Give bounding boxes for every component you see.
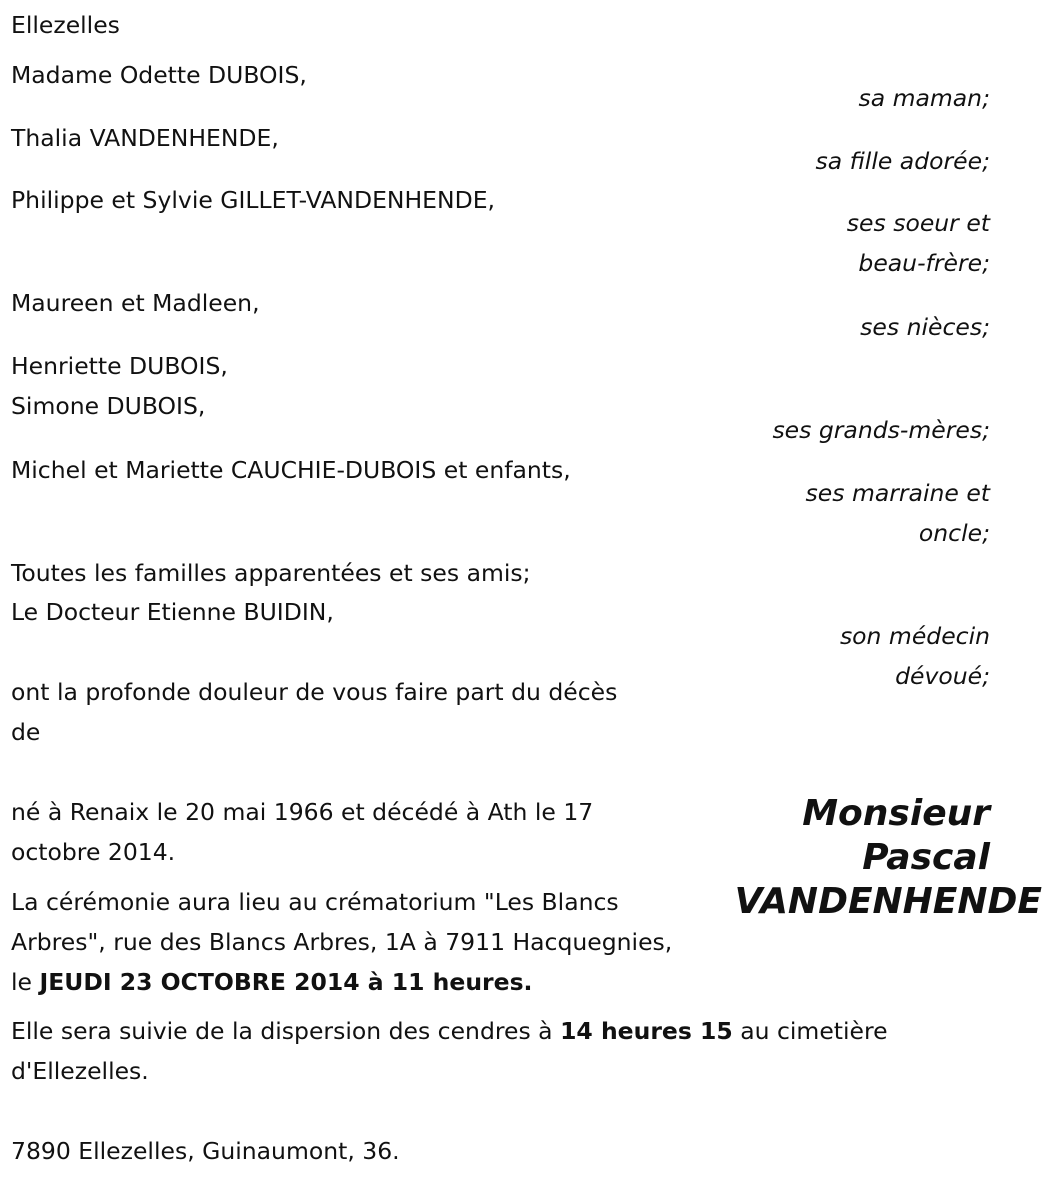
family-member-name: Thalia VANDENHENDE, bbox=[11, 124, 279, 152]
birth-text: octobre 2014. bbox=[11, 838, 176, 866]
family-member-relation: ses marraine et bbox=[805, 479, 990, 507]
dispersion-time: 14 heures 15 bbox=[560, 1017, 733, 1045]
family-member-name: Michel et Mariette CAUCHIE-DUBOIS et enfants, bbox=[11, 456, 571, 484]
dispersion-text: d'Ellezelles. bbox=[11, 1057, 149, 1085]
family-member-name: Henriette DUBOIS, bbox=[11, 352, 228, 380]
birth-text: né à Renaix le 20 mai 1966 et décédé à Ath le 17 bbox=[11, 798, 594, 826]
family-member-name: Simone DUBOIS, bbox=[11, 392, 206, 420]
announcement-text: de bbox=[11, 718, 41, 746]
ceremony-text: Arbres", rue des Blancs Arbres, 1A à 7911 Hacquegnies, bbox=[11, 928, 673, 956]
deceased-first-name: Pascal bbox=[862, 837, 990, 878]
town-heading: Ellezelles bbox=[11, 11, 120, 39]
dispersion-prefix: Elle sera suivie de la dispersion des cendres à bbox=[11, 1017, 561, 1045]
ceremony-date bbox=[11, 962, 533, 1002]
family-member-relation: ses grands-mères; bbox=[772, 416, 990, 444]
family-member-relation: ses nièces; bbox=[860, 313, 990, 341]
family-member-name: Maureen et Madleen, bbox=[11, 289, 260, 317]
family-member-name: Philippe et Sylvie GILLET-VANDENHENDE, bbox=[11, 186, 496, 214]
family-member-relation: sa maman; bbox=[858, 84, 990, 112]
announcement-text: ont la profonde douleur de vous faire part du décès bbox=[11, 678, 618, 706]
address-text: 7890 Ellezelles, Guinaumont, 36. bbox=[11, 1137, 400, 1165]
family-member-relation: dévoué; bbox=[895, 662, 990, 690]
deceased-last-name: VANDENHENDE bbox=[734, 881, 1042, 922]
family-member-name: Le Docteur Etienne BUIDIN, bbox=[11, 598, 334, 626]
ceremony-date-bold: JEUDI 23 OCTOBRE 2014 à 11 heures. bbox=[39, 968, 533, 996]
family-member-relation: beau-frère; bbox=[858, 249, 990, 277]
family-member-relation: sa fille adorée; bbox=[815, 147, 990, 175]
deceased-name bbox=[712, 792, 1042, 924]
dispersion-text bbox=[11, 1011, 888, 1051]
family-member-relation: oncle; bbox=[918, 519, 990, 547]
family-member-relation: son médecin bbox=[839, 622, 990, 650]
ceremony-text: La cérémonie aura lieu au crématorium "Les Blancs bbox=[11, 888, 619, 916]
deceased-title: Monsieur bbox=[802, 793, 990, 834]
dispersion-suffix: au cimetière bbox=[732, 1017, 888, 1045]
family-member-relation: ses soeur et bbox=[846, 209, 990, 237]
ceremony-date-prefix: le bbox=[11, 968, 40, 996]
family-member-name: Toutes les familles apparentées et ses amis; bbox=[11, 559, 531, 587]
family-member-name: Madame Odette DUBOIS, bbox=[11, 61, 307, 89]
